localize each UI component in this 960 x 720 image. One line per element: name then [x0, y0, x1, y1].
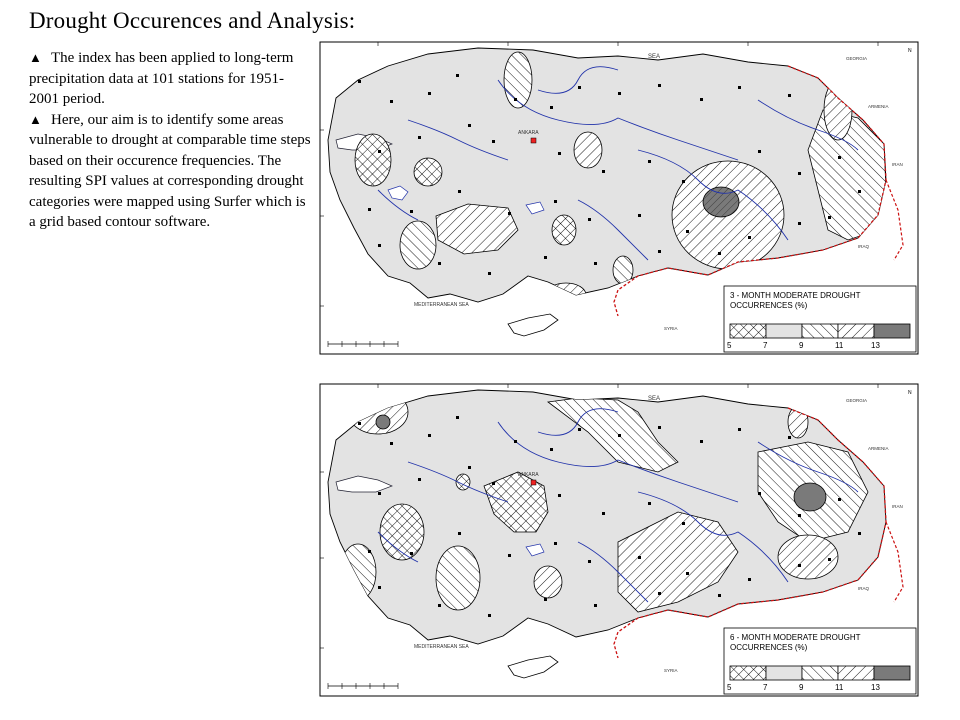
legend-title-line1: 3 - MONTH MODERATE DROUGHT: [730, 291, 861, 300]
legend-swatch-7-9: [766, 666, 802, 680]
drought-map-panel-2: [318, 382, 922, 700]
map-legend: [724, 286, 916, 352]
capital-marker-icon: [531, 138, 536, 143]
bullet-text-1: The index has been applied to long-term precipitation data at 101 stations for 1951-2001 period.: [29, 50, 294, 107]
drought-map: [318, 382, 922, 700]
legend-swatches: [730, 324, 910, 338]
legend-swatch-13: [874, 666, 910, 680]
bullet-list: [29, 48, 311, 233]
north-arrow-icon: N: [908, 48, 912, 54]
legend-swatch-5-7: [730, 324, 766, 338]
legend-swatches: [730, 666, 910, 680]
legend-title-line2: OCCURRENCES (%): [730, 301, 808, 310]
sea-label-mediterranean: MEDITERRANEAN SEA: [414, 302, 469, 308]
legend-swatch-9-11: [802, 324, 838, 338]
north-arrow-icon: N: [908, 390, 912, 396]
capital-label: ANKARA: [518, 130, 539, 136]
country-label-syria: SYRIA: [664, 326, 678, 331]
legend-swatch-11-13: [838, 324, 874, 338]
legend-tick-label: 13: [871, 683, 880, 692]
legend-swatch-7-9: [766, 324, 802, 338]
sea-label-sea: SEA: [648, 54, 661, 60]
legend-tick-label: 9: [799, 341, 804, 350]
drought-map-panel-1: [318, 40, 922, 358]
country-label-iraq: IRAQ: [858, 244, 870, 249]
capital-label: ANKARA: [518, 472, 539, 478]
country-label-armenia: ARMENIA: [868, 446, 889, 451]
sea-label-mediterranean: MEDITERRANEAN SEA: [414, 644, 469, 650]
legend-tick-label: 7: [763, 683, 768, 692]
capital-marker-icon: [531, 480, 536, 485]
legend-title-line2: OCCURRENCES (%): [730, 643, 808, 652]
legend-tick-label: 11: [835, 341, 844, 350]
country-label-georgia: GEORGIA: [846, 398, 868, 403]
triangle-bullet-icon: ▲: [29, 50, 42, 65]
legend-tick-label: 11: [835, 683, 844, 692]
country-label-iran: IRAN: [892, 162, 903, 167]
triangle-bullet-icon: ▲: [29, 111, 42, 127]
legend-tick-label: 5: [727, 341, 732, 350]
map-legend: [724, 628, 916, 694]
country-label-syria: SYRIA: [664, 668, 678, 673]
sea-label-sea: SEA: [648, 396, 661, 402]
bullet-text-2: Here, our aim is to identify some areas vulnerable to drought at comparable time steps based on their occurence frequencies. The resulting SPI values at corresponding drought categories were mapped using Surfer which is a grid based contour software.: [29, 111, 311, 230]
country-label-iran: IRAN: [892, 504, 903, 509]
country-label-armenia: ARMENIA: [868, 104, 889, 109]
legend-swatch-13: [874, 324, 910, 338]
legend-title-line1: 6 - MONTH MODERATE DROUGHT: [730, 633, 861, 642]
legend-tick-label: 13: [871, 341, 880, 350]
page-title: Drought Occurences and Analysis:: [29, 8, 356, 33]
bullet-item-2: [29, 110, 311, 233]
legend-tick-label: 5: [727, 683, 732, 692]
bullet-item-1: [29, 48, 311, 110]
country-label-iraq: IRAQ: [858, 586, 870, 591]
legend-swatch-11-13: [838, 666, 874, 680]
legend-tick-label: 7: [763, 341, 768, 350]
legend-swatch-5-7: [730, 666, 766, 680]
legend-swatch-9-11: [802, 666, 838, 680]
legend-tick-label: 9: [799, 683, 804, 692]
country-label-georgia: GEORGIA: [846, 56, 868, 61]
drought-map: [318, 40, 922, 358]
